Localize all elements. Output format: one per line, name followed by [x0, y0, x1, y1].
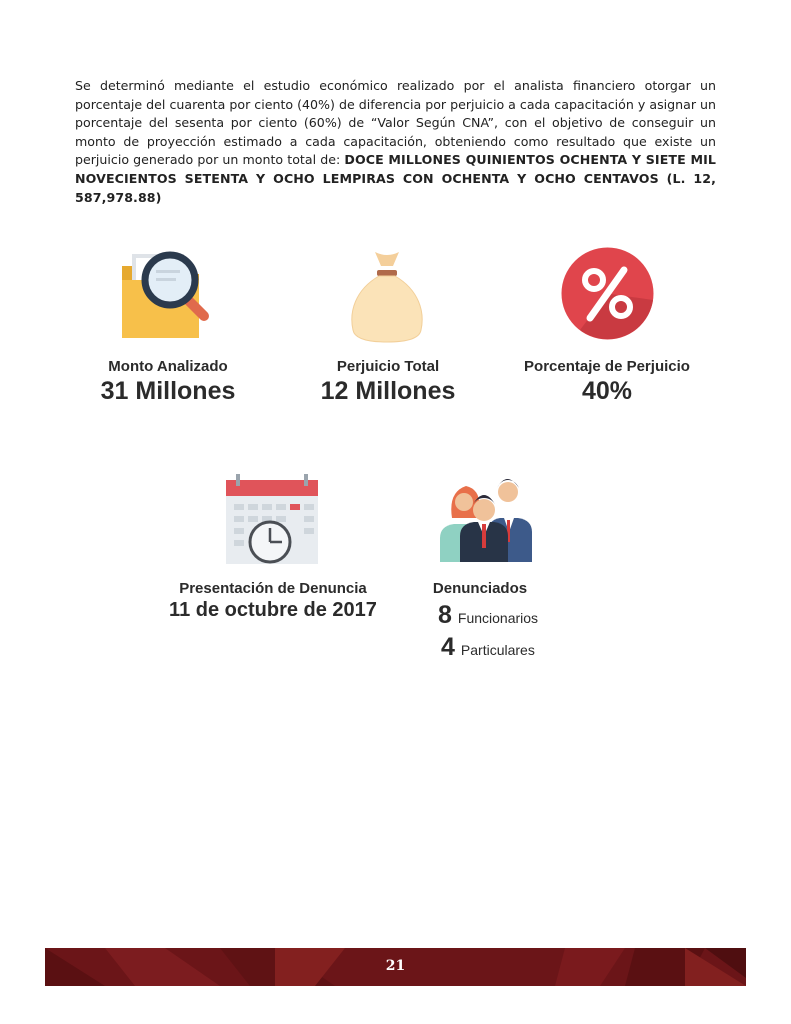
- denunciados-label: Denunciados: [432, 580, 528, 597]
- stat-value-porcentaje: 40%: [581, 377, 633, 405]
- particulares-label: Particulares: [460, 642, 535, 658]
- calendar-clock-icon: [224, 474, 320, 568]
- stat-value-monto: 31 Millones: [100, 377, 236, 405]
- paragraph-bold-amount: DOCE MILLONES QUINIENTOS OCHENTA Y SIETE MIL NOVECIENTOS SETENTA Y OCHO LEMPIRAS CON OCHENTA Y OCHO CENTAVOS (L. 12, 587,978.88): [75, 152, 716, 205]
- percent-icon: [560, 246, 655, 341]
- page-number: 21: [385, 958, 406, 974]
- denunciados-funcionarios: [438, 601, 538, 630]
- funcionarios-count: 8: [438, 601, 452, 629]
- stat-value-perjuicio: 12 Millones: [320, 377, 456, 405]
- presentacion-label: Presentación de Denuncia: [179, 580, 367, 597]
- stat-label-perjuicio: Perjuicio Total: [336, 358, 440, 375]
- money-bag-icon: [347, 246, 427, 346]
- paragraph-text: Se determinó mediante el estudio económico realizado por el analista financiero otorgar un porcentaje del cuarenta por ciento (40%) de diferencia por perjuicio a cada capacitación y asignar un porcentaje del sesenta por ciento (60%) de “Valor Según CNA”, con el objetivo de conseguir un monto de proyección estimado a cada capacitación, obteniendo como resultado que existe un perjuicio generado por un monto total de:: [75, 78, 716, 168]
- stat-label-monto: Monto Analizado: [108, 358, 228, 375]
- folder-magnifier-icon: [118, 248, 223, 343]
- stat-label-porcentaje: Porcentaje de Perjuicio: [524, 358, 690, 375]
- body-paragraph: [75, 77, 716, 207]
- denunciados-particulares: [441, 633, 535, 662]
- people-group-icon: [440, 466, 534, 562]
- footer-bar: [45, 948, 746, 986]
- funcionarios-label: Funcionarios: [457, 610, 539, 626]
- particulares-count: 4: [441, 633, 455, 661]
- presentacion-value: 11 de octubre de 2017: [169, 599, 377, 621]
